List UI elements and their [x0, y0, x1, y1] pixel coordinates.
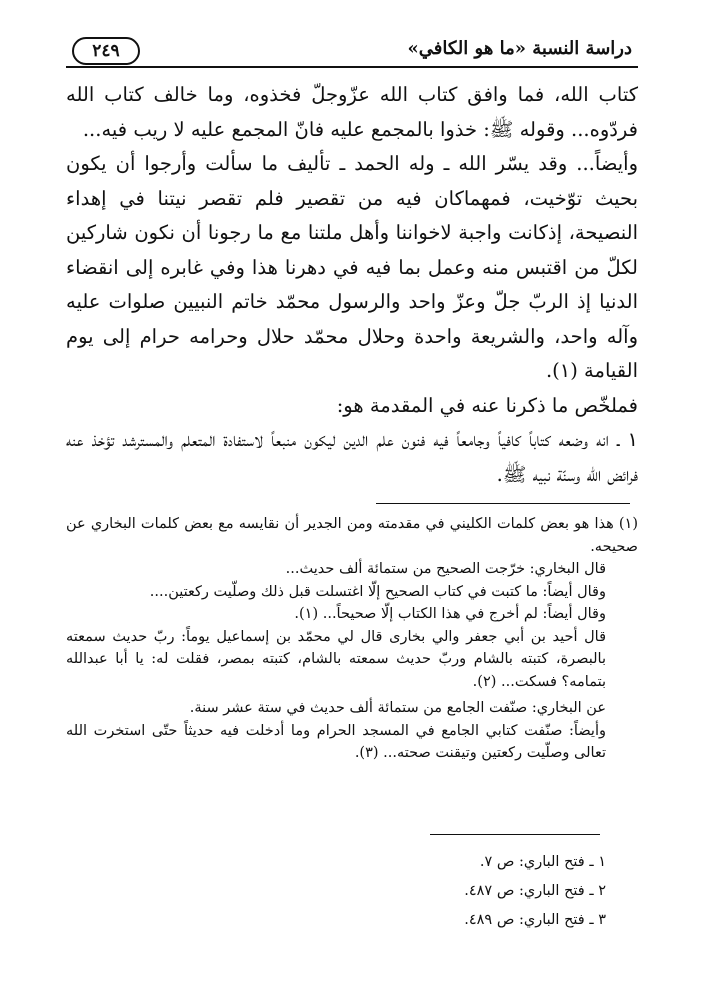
running-title: دراسة النسبة «ما هو الكافي»	[407, 38, 632, 59]
main-paragraph: ١ ـ انه وضعه كتاباً كافياً وجامعاً فيه فنون علم الدين ليكون منبعاً لاستفادة المتعلم والمسترشد تؤخذ عنه فرائض الله وسنّة نبيه ﷺ.	[66, 428, 638, 486]
footnote-line: (١) هذا هو بعض كلمات الكليني في مقدمته ومن الجدير أن نقايسه مع بعض كلمات البخاري عن صحيحه.	[66, 516, 638, 555]
main-paragraph: وأيضاً... وقد يسّر الله ـ وله الحمد ـ تأليف ما سألت وأرجوا أن يكون بحيث توّخيت، فمهماكان فيه من تقصير فلم تقصر نيتنا في إهداء النصيحة، إذكانت واجبة لاخواننا وأهل ملتنا مع ما رجونا أن نكون شاركين لكلّ من اقتبس منه وعمل بما فيه في دهرنا هذا وفي غابره إلى انقضاء الدنيا إذ الربّ جلّ وعزّ واحد والرسول محمّد خاتم النبيين صلوات عليه وآله واحد، والشريعة واحدة وحلال محمّد حلال وحرامه حرام إلى يوم القيامة (١).	[66, 152, 638, 382]
footnote-separator	[376, 503, 630, 504]
page-number: ٢٤٩	[72, 37, 140, 65]
reference-item: ١ ـ فتح الباري: ص ٧.	[479, 854, 606, 870]
footnote-line: وقال أيضاً: لم أخرج في هذا الكتاب إلّا صحيحاً... (١).	[294, 606, 606, 622]
references-block	[66, 848, 638, 935]
footnote-block	[66, 513, 638, 765]
footnote-line: وقال أيضاً: ما كتبت في كتاب الصحيح إلّا اغتسلت قبل ذلك وصلّيت ركعتين....	[149, 583, 606, 600]
page-header	[66, 36, 638, 68]
footnote-line: عن البخاري: صنّفت الجامع من ستمائة ألف حديث في ستة عشر سنة.	[189, 700, 606, 716]
reference-item: ٣ ـ فتح الباري: ص ٤٨٩.	[464, 912, 606, 928]
reference-item: ٢ ـ فتح الباري: ص ٤٨٧.	[464, 883, 606, 899]
main-paragraph: فملخّص ما ذكرنا عنه في المقدمة هو:	[336, 393, 638, 417]
main-text	[66, 78, 638, 492]
footnote-line: قال البخاري: خرّجت الصحيح من ستمائة ألف حديث...	[285, 561, 606, 577]
main-paragraph: كتاب الله، فما وافق كتاب الله عزّوجلّ فخذوه، وما خالف كتاب الله فردّوه... وقوله ﷺ: خذوا بالمجمع عليه فانّ المجمع عليه لا ريب فيه...	[66, 83, 638, 141]
footnote-line: وأيضاً: صنّفت كتابي الجامع في المسجد الحرام وما أدخلت فيه حديثاً حتّى استخرت الله تعالى وصلّيت ركعتين وتيقنت صحته... (٣).	[66, 722, 606, 761]
footnote-line: قال أحيد بن أبي جعفر والي بخارى قال لي محمّد بن إسماعيل يوماً: ربّ حديث سمعته بالبصرة، كتبته بالشام وربّ حديث سمعته بالشام، كتبته بمصر، فقلت له: يا أبا عبدالله بتمامه؟ فسكت... (٢).	[66, 628, 606, 690]
references-separator	[430, 834, 600, 835]
